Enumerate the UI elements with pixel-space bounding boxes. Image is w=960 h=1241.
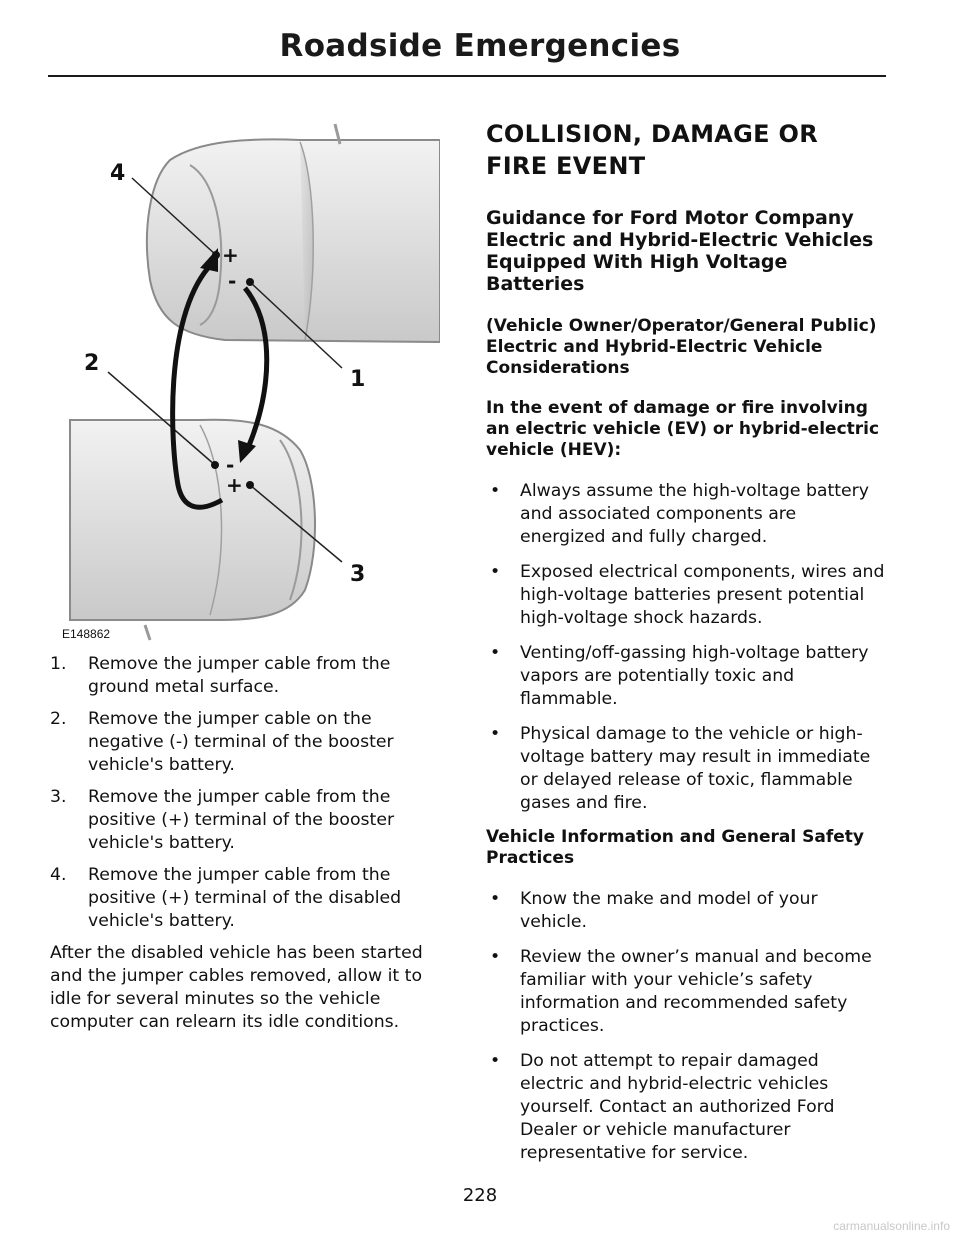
bullet-text: Physical damage to the vehicle or high-voltage battery may result in immediate or delayed release of toxic, flammable gases and fire.	[520, 724, 871, 813]
section-subheading: Guidance for Ford Motor Company Electric and Hybrid-Electric Vehicles Equipped With High Voltage Batteries	[486, 207, 874, 295]
list-item	[486, 480, 886, 549]
terminal-label-top-negative: -	[228, 269, 237, 293]
terminal-label-bottom-positive: +	[226, 473, 243, 497]
bullet-marker: •	[490, 481, 501, 501]
bullet-text: Do not attempt to repair damaged electric and hybrid-electric vehicles yourself. Contact an authorized Ford Dealer or vehicle manufacturer representative for service.	[520, 1051, 835, 1163]
bullet-text: Venting/off-gassing high-voltage battery vapors are potentially toxic and flammable.	[520, 643, 869, 709]
bullet-marker: •	[490, 643, 501, 663]
terminal-dot-top-negative	[246, 278, 254, 286]
disabled-vehicle	[70, 420, 315, 640]
bullet-text: Review the owner’s manual and become familiar with your vehicle’s safety information and recommended safety practices.	[520, 947, 872, 1036]
bullet-marker: •	[490, 724, 501, 744]
info-heading: Vehicle Information and General Safety Practices	[486, 827, 864, 868]
cars-illustration	[50, 120, 440, 645]
terminal-dot-bottom-negative	[211, 461, 219, 469]
list-item	[486, 946, 886, 1038]
safety-bullets	[486, 888, 886, 1165]
step-text: Remove the jumper cable from the positive (+) terminal of the booster vehicle's battery.	[88, 787, 395, 853]
bullet-marker: •	[490, 889, 501, 909]
bullet-text: Know the make and model of your vehicle.	[520, 889, 818, 932]
header-rule	[48, 75, 886, 77]
list-item	[486, 723, 886, 815]
owner-heading: (Vehicle Owner/Operator/General Public)	[486, 316, 877, 336]
step-text: Remove the jumper cable from the positive (+) terminal of the disabled vehicle's battery.	[88, 865, 402, 931]
considerations-heading: Electric and Hybrid-Electric Vehicle Considerations	[486, 337, 823, 378]
step-text: Remove the jumper cable on the negative (-) terminal of the booster vehicle's battery.	[88, 709, 394, 775]
bullet-marker: •	[490, 562, 501, 582]
step-number: 4.	[50, 865, 67, 885]
terminal-dot-bottom-positive	[246, 481, 254, 489]
callout-1: 1	[350, 367, 366, 392]
watermark: carmanualsonline.info	[833, 1219, 950, 1233]
after-start-paragraph: After the disabled vehicle has been started and the jumper cables removed, allow it to idle for several minutes so the vehicle computer can relearn its idle conditions.	[50, 943, 423, 1032]
hazard-bullets	[486, 480, 886, 815]
step-number: 1.	[50, 654, 67, 674]
list-item	[486, 1050, 886, 1165]
jump-start-figure	[50, 120, 440, 645]
section-heading: COLLISION, DAMAGE OR FIRE EVENT	[486, 120, 818, 180]
step-number: 3.	[50, 787, 67, 807]
callout-4: 4	[110, 161, 126, 186]
bullet-marker: •	[490, 1051, 501, 1071]
left-column	[50, 653, 450, 1034]
list-item	[50, 786, 450, 855]
list-item	[486, 561, 886, 630]
callout-3: 3	[350, 562, 366, 587]
callout-2: 2	[84, 351, 100, 376]
step-text: Remove the jumper cable from the ground metal surface.	[88, 654, 391, 697]
terminal-label-bottom-negative: -	[226, 453, 235, 477]
figure-code: E148862	[62, 627, 111, 641]
bullet-text: Exposed electrical components, wires and high-voltage batteries present potential high-voltage shock hazards.	[520, 562, 885, 628]
bullet-text: Always assume the high-voltage battery and associated components are energized and fully charged.	[520, 481, 870, 547]
page-number: 228	[462, 1185, 498, 1206]
step-number: 2.	[50, 709, 67, 729]
list-item	[486, 888, 886, 934]
removal-steps	[50, 653, 450, 933]
list-item	[50, 708, 450, 777]
list-item	[486, 642, 886, 711]
bullet-marker: •	[490, 947, 501, 967]
right-column	[486, 118, 886, 1177]
event-heading: In the event of damage or fire involving an electric vehicle (EV) or hybrid-electric vehicle (HEV):	[486, 398, 880, 460]
list-item	[50, 653, 450, 699]
terminal-label-top-positive: +	[222, 243, 239, 267]
list-item	[50, 864, 450, 933]
page-title: Roadside Emergencies	[279, 28, 681, 64]
